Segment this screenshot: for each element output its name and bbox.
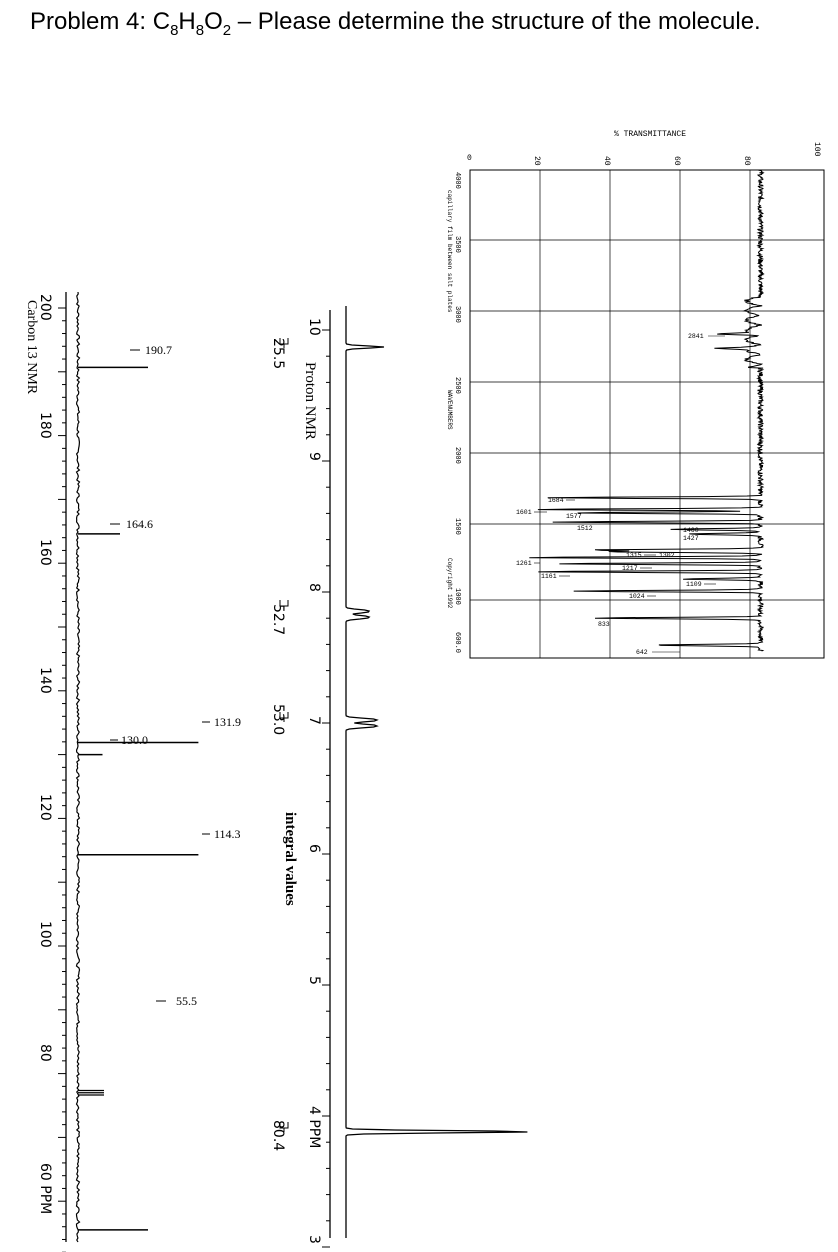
ir-sample-note: capillary film between salt plates bbox=[446, 190, 453, 313]
carbon-label-190-7: 190.7 bbox=[145, 343, 172, 357]
ir-peak-labels bbox=[516, 333, 725, 656]
carbon-label-131-9: 131.9 bbox=[214, 715, 241, 729]
carbon-axis-ticks bbox=[58, 308, 66, 1252]
ir-spectrum-trace bbox=[529, 170, 763, 651]
ir-label-1024: 1024 bbox=[629, 593, 645, 600]
ir-copyright: Copyright 1992 bbox=[446, 558, 453, 609]
proton-tick-8: 8 bbox=[306, 583, 322, 592]
carbon-tick-140: 140 bbox=[37, 667, 53, 694]
proton-axis-ticks bbox=[322, 330, 330, 1247]
integral-52-7: 52.7 bbox=[270, 604, 286, 636]
proton-tick-3: 3 bbox=[306, 1235, 322, 1244]
ir-label-1302: 1302 bbox=[659, 552, 675, 559]
ir-y-title: % TRANSMITTANCE bbox=[614, 130, 687, 139]
ir-grid-frame bbox=[470, 170, 824, 658]
ir-label-642: 642 bbox=[636, 649, 648, 656]
carbon-baseline bbox=[77, 292, 80, 1242]
ir-label-1217: 1217 bbox=[622, 565, 638, 572]
ir-label-1315: 1315 bbox=[626, 552, 642, 559]
ir-label-1460: 1460 bbox=[683, 527, 699, 534]
carbon-label-55-5: 55.5 bbox=[176, 994, 197, 1008]
ir-x-tick-1500: 1500 bbox=[453, 518, 461, 535]
ir-y-tick-60: 60 bbox=[672, 156, 681, 166]
ir-x-tick-4000: 4000 bbox=[453, 172, 461, 189]
carbon-nmr-panel bbox=[24, 292, 241, 1252]
ir-label-1161: 1161 bbox=[541, 573, 557, 580]
ir-label-1601: 1601 bbox=[516, 509, 532, 516]
ir-grid-lines bbox=[470, 170, 824, 658]
proton-spectrum-trace bbox=[346, 306, 527, 1238]
integral-53-0: 53.0 bbox=[270, 704, 286, 736]
ir-label-1427: 1427 bbox=[683, 535, 699, 542]
proton-nmr-panel bbox=[270, 306, 527, 1247]
carbon-tick-60: 60 PPM bbox=[37, 1163, 53, 1215]
ir-label-1109: 1109 bbox=[686, 581, 702, 588]
proton-tick-4: 4 PPM bbox=[306, 1106, 322, 1149]
carbon-tick-80: 80 bbox=[37, 1044, 53, 1062]
carbon-tick-200: 200 bbox=[37, 294, 53, 321]
carbon-tick-100: 100 bbox=[37, 921, 53, 948]
proton-tick-6: 6 bbox=[306, 844, 322, 853]
problem-title: Problem 4: $C_8H_8O_2$ – Please determine the structure of the molecule. bbox=[30, 8, 761, 39]
ir-panel bbox=[446, 130, 824, 658]
carbon-label-114-3: 114.3 bbox=[214, 827, 241, 841]
ir-y-tick-0: 0 bbox=[467, 154, 472, 163]
ir-label-1577: 1577 bbox=[566, 513, 582, 520]
carbon-label-164-6: 164.6 bbox=[126, 517, 153, 531]
integral-25-5: 25.5 bbox=[270, 338, 286, 370]
ir-x-tick-1000: 1000 bbox=[453, 588, 461, 605]
ir-x-tick-600: 600.0 bbox=[453, 632, 461, 654]
ir-x-tick-2500: 2500 bbox=[453, 377, 461, 394]
carbon-nmr-title: Carbon 13 NMR bbox=[24, 300, 39, 395]
ir-label-2841: 2841 bbox=[688, 333, 704, 340]
ir-y-tick-80: 80 bbox=[742, 156, 751, 166]
carbon-label-130-0: 130.0 bbox=[121, 733, 148, 747]
ir-label-1512: 1512 bbox=[577, 525, 593, 532]
ir-x-title: WAVENUMBERS bbox=[446, 390, 453, 430]
proton-tick-5: 5 bbox=[306, 976, 322, 985]
integral-80-4: 80.4 bbox=[270, 1120, 286, 1152]
ir-x-tick-3500: 3500 bbox=[453, 236, 461, 253]
proton-tick-9: 9 bbox=[306, 452, 322, 461]
proton-nmr-subtitle: integral values bbox=[282, 812, 298, 906]
ir-label-1684: 1684 bbox=[548, 497, 564, 504]
ir-y-tick-40: 40 bbox=[602, 156, 611, 166]
proton-tick-10: 10 bbox=[306, 318, 322, 336]
carbon-peak-labels bbox=[110, 343, 241, 1008]
ir-y-tick-100: 100 bbox=[812, 142, 821, 157]
ir-label-1261: 1261 bbox=[516, 560, 532, 567]
carbon-tick-120: 120 bbox=[37, 794, 53, 821]
proton-integrals bbox=[270, 338, 288, 1151]
ir-y-tick-20: 20 bbox=[532, 156, 541, 166]
proton-tick-7: 7 bbox=[306, 716, 322, 725]
carbon-tick-160: 160 bbox=[37, 539, 53, 566]
ir-x-tick-3000: 3000 bbox=[453, 306, 461, 323]
ir-label-833: 833 bbox=[598, 621, 610, 628]
ir-x-tick-2000: 2000 bbox=[453, 447, 461, 464]
proton-nmr-title: Proton NMR bbox=[302, 362, 318, 440]
carbon-tick-180: 180 bbox=[37, 412, 53, 439]
carbon-peaks bbox=[78, 367, 198, 1230]
